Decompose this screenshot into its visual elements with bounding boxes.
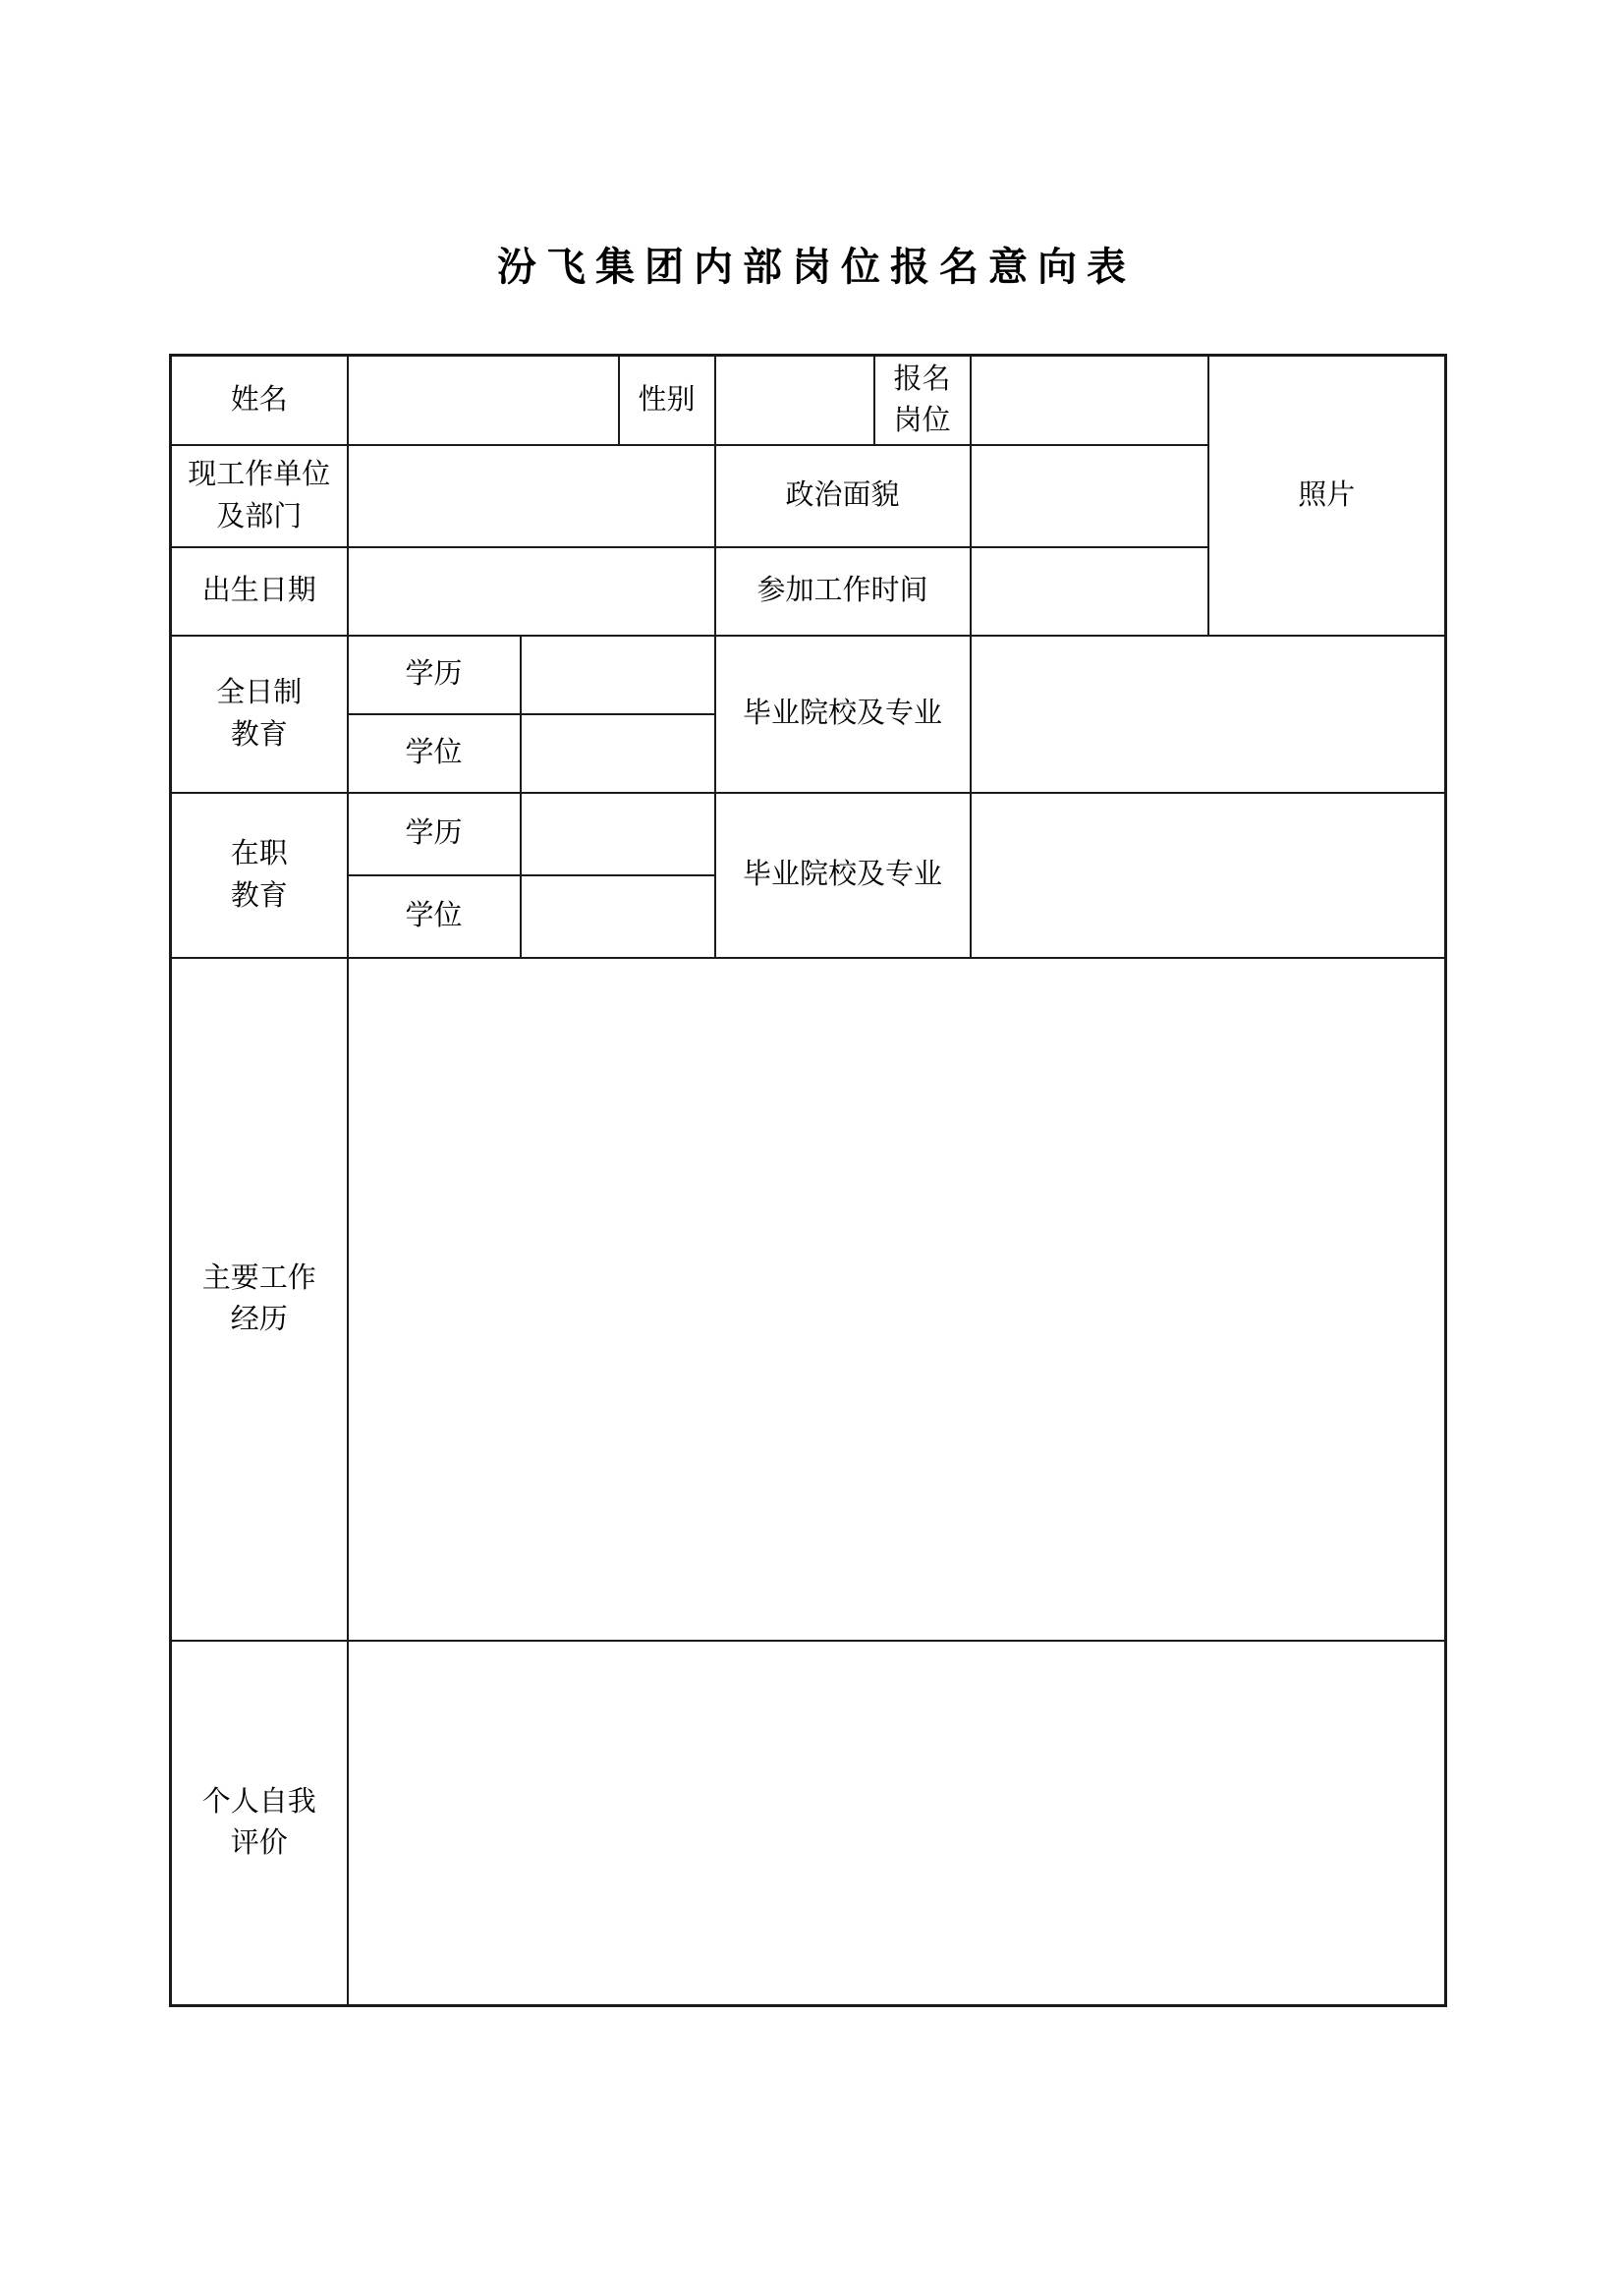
birth-date-label-cell: 出生日期 — [171, 547, 348, 636]
self-evaluation-label-line2: 评价 — [230, 1827, 288, 1860]
table-row — [171, 958, 1446, 1641]
political-status-label-cell: 政治面貌 — [715, 445, 971, 547]
work-start-time-value-cell[interactable] — [971, 547, 1208, 636]
birth-date-value-cell[interactable] — [348, 547, 715, 636]
work-experience-value-cell[interactable] — [348, 958, 1446, 1641]
fulltime-degree-value-cell[interactable] — [521, 636, 715, 714]
work-start-time-label-cell: 参加工作时间 — [715, 547, 971, 636]
fulltime-school-major-label-cell: 毕业院校及专业 — [715, 636, 971, 793]
fulltime-education-label-cell — [171, 636, 348, 793]
fulltime-school-major-value-cell[interactable] — [971, 636, 1446, 793]
self-evaluation-label-line1: 个人自我 — [201, 1786, 316, 1819]
table-row — [171, 356, 1446, 445]
inservice-education-label-cell — [171, 793, 348, 958]
inservice-degree-value-cell[interactable] — [521, 793, 715, 875]
inservice-school-major-label-cell: 毕业院校及专业 — [715, 793, 971, 958]
fulltime-degree-label-cell: 学历 — [348, 636, 521, 714]
table-row — [171, 793, 1446, 875]
applied-position-value-cell[interactable] — [971, 356, 1208, 445]
self-evaluation-label-cell — [171, 1641, 348, 2006]
gender-value-cell[interactable] — [715, 356, 874, 445]
table-row — [171, 636, 1446, 714]
current-unit-label-line1: 现工作单位 — [188, 459, 331, 491]
table-row — [171, 1641, 1446, 2006]
applied-position-label-line1: 报名 — [893, 364, 951, 396]
current-unit-label-cell — [171, 445, 348, 547]
current-unit-label-line2: 及部门 — [216, 500, 303, 532]
inservice-academic-degree-label-cell: 学位 — [348, 875, 521, 958]
fulltime-academic-degree-value-cell[interactable] — [521, 714, 715, 793]
fulltime-academic-degree-label-cell: 学位 — [348, 714, 521, 793]
work-experience-label-line2: 经历 — [230, 1304, 288, 1335]
current-unit-value-cell[interactable] — [348, 445, 715, 547]
inservice-academic-degree-value-cell[interactable] — [521, 875, 715, 958]
name-label-cell: 姓名 — [171, 356, 348, 445]
political-status-value-cell[interactable] — [971, 445, 1208, 547]
inservice-education-label-line2: 教育 — [230, 879, 288, 912]
applied-position-label-line2: 岗位 — [893, 405, 951, 437]
inservice-degree-label-cell: 学历 — [348, 793, 521, 875]
application-form-table — [169, 354, 1447, 2007]
fulltime-education-label-line2: 教育 — [230, 718, 288, 751]
fulltime-education-label-line1: 全日制 — [216, 677, 303, 709]
photo-cell[interactable]: 照片 — [1208, 356, 1446, 636]
name-value-cell[interactable] — [348, 356, 619, 445]
work-experience-label-line1: 主要工作 — [201, 1261, 316, 1294]
self-evaluation-value-cell[interactable] — [348, 1641, 1446, 2006]
gender-label-cell: 性别 — [619, 356, 715, 445]
applied-position-label-cell — [874, 356, 971, 445]
inservice-education-label-line1: 在职 — [230, 838, 288, 870]
page-title: 汾飞集团内部岗位报名意向表 — [497, 245, 1136, 289]
work-experience-label-cell — [171, 958, 348, 1641]
inservice-school-major-value-cell[interactable] — [971, 793, 1446, 958]
